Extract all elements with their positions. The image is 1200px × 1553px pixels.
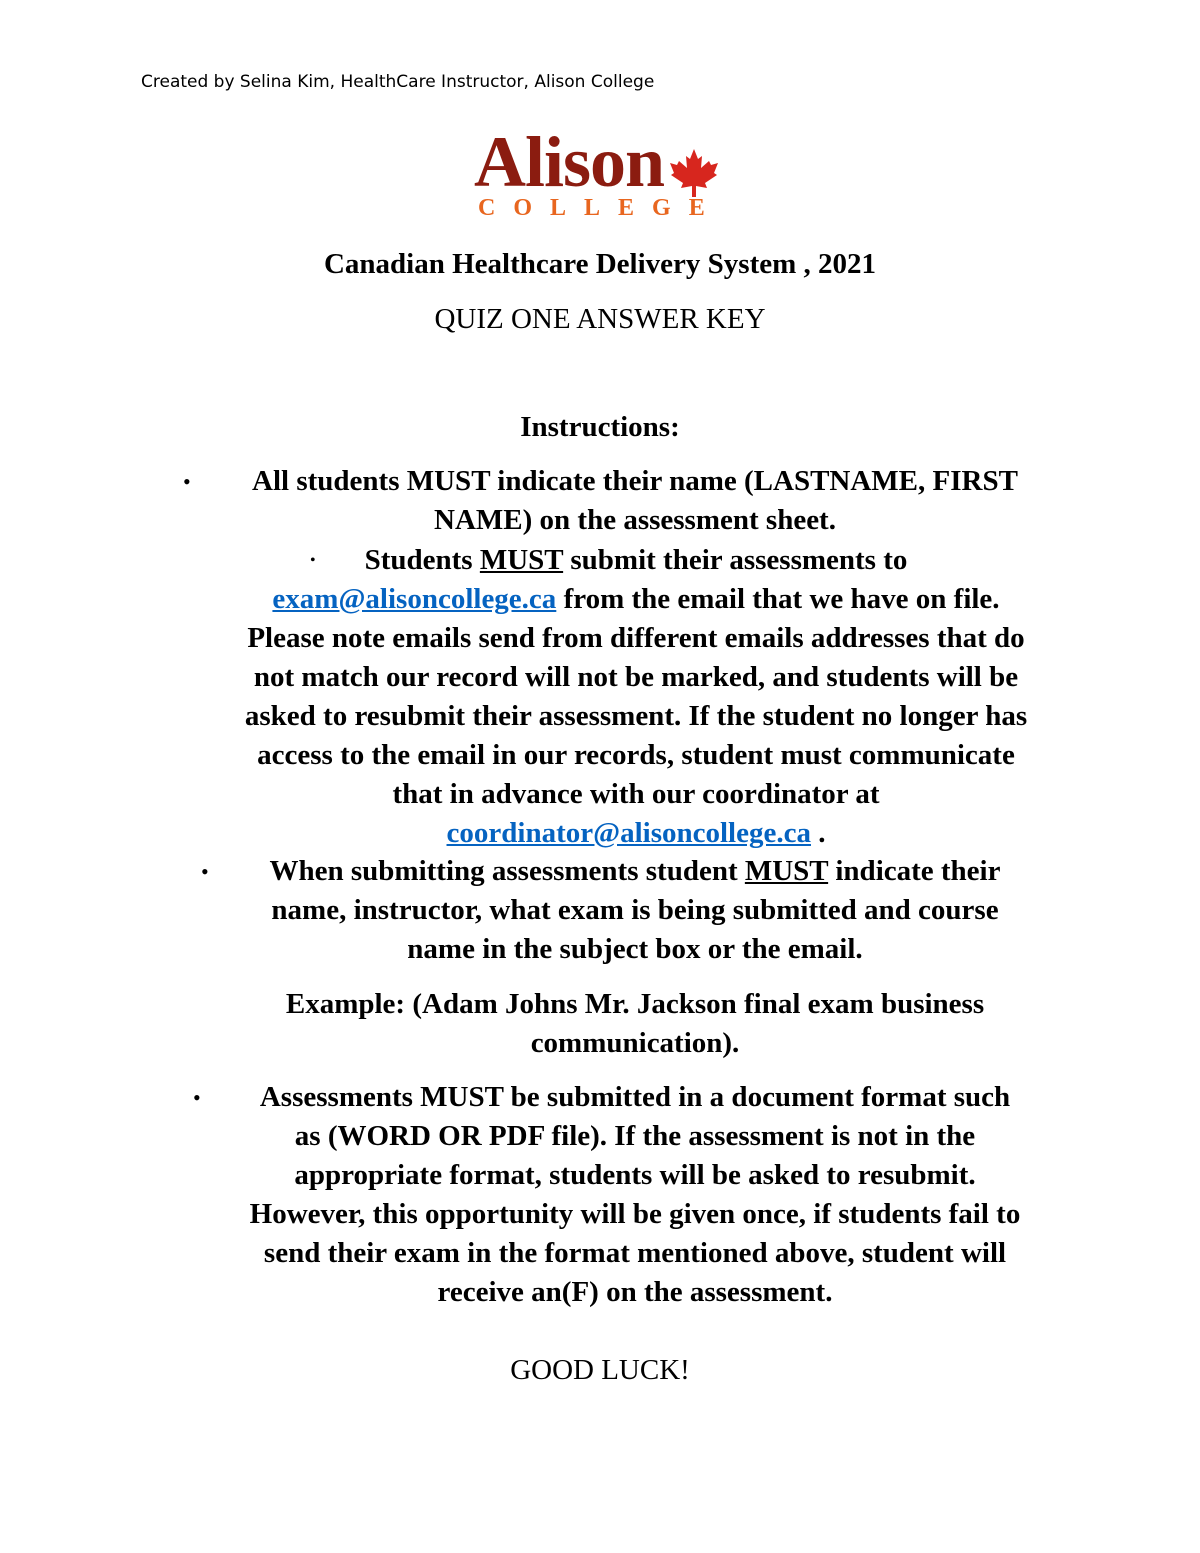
example-line: communication).	[530, 1027, 740, 1059]
instruction-bullet-1	[200, 462, 1070, 540]
must-emphasis: MUST	[479, 544, 564, 576]
instruction-line: When submitting assessments student MUST indicate their	[269, 855, 1001, 887]
instruction-line: NAME) on the assessment sheet.	[434, 504, 836, 536]
must-emphasis: MUST	[744, 855, 829, 887]
instruction-line: appropriate format, students will be asked to resubmit.	[294, 1159, 976, 1191]
instruction-line: name in the subject box or the email.	[407, 933, 863, 965]
bullet-marker: •	[310, 552, 316, 569]
instruction-line: asked to resubmit their assessment. If the student no longer has	[244, 700, 1028, 732]
alison-college-logo	[470, 122, 730, 228]
instruction-line: exam@alisoncollege.ca from the email that we have on file.	[272, 583, 1000, 615]
instruction-line: that in advance with our coordinator at	[392, 778, 880, 810]
instruction-line: Students MUST submit their assessments to	[364, 544, 908, 576]
closing-good-luck: GOOD LUCK!	[510, 1354, 690, 1386]
instruction-line: not match our record will not be marked, and students will be	[253, 661, 1019, 693]
document-header-credit: Created by Selina Kim, HealthCare Instructor, Alison College	[141, 72, 655, 92]
document-title: Canadian Healthcare Delivery System , 2021	[323, 248, 877, 280]
instruction-bullet-3	[220, 852, 1050, 969]
instruction-line: All students MUST indicate their name (LASTNAME, FIRST	[252, 465, 1018, 497]
instruction-line: coordinator@alisoncollege.ca .	[446, 817, 826, 849]
logo-college-text: COLLEGE	[478, 195, 723, 221]
document-subtitle: QUIZ ONE ANSWER KEY	[434, 303, 766, 335]
instruction-bullet-2	[200, 541, 1072, 853]
instruction-bullet-4	[200, 1078, 1070, 1312]
instruction-line: as (WORD OR PDF file). If the assessment is not in the	[294, 1120, 976, 1152]
bullet-marker: •	[183, 469, 191, 494]
maple-leaf-icon	[668, 148, 720, 198]
logo-brand-text: Alison	[474, 122, 665, 202]
instructions-heading: Instructions:	[520, 411, 680, 443]
example-line: Example: (Adam Johns Mr. Jackson final exam business	[285, 988, 985, 1020]
instruction-line: send their exam in the format mentioned above, student will	[263, 1237, 1007, 1269]
exam-email-link[interactable]: exam@alisoncollege.ca	[272, 583, 557, 615]
example-paragraph	[220, 985, 1050, 1063]
coordinator-email-link[interactable]: coordinator@alisoncollege.ca	[446, 817, 811, 849]
instruction-line: However, this opportunity will be given once, if students fail to	[249, 1198, 1021, 1230]
instruction-line: Assessments MUST be submitted in a document format such	[259, 1081, 1011, 1113]
instruction-line: receive an(F) on the assessment.	[437, 1276, 833, 1308]
instruction-line: name, instructor, what exam is being submitted and course	[271, 894, 999, 926]
bullet-marker: •	[201, 859, 209, 884]
instruction-line: Please note emails send from different emails addresses that do	[247, 622, 1025, 654]
instruction-line: access to the email in our records, student must communicate	[257, 739, 1015, 771]
bullet-marker: •	[193, 1085, 201, 1110]
